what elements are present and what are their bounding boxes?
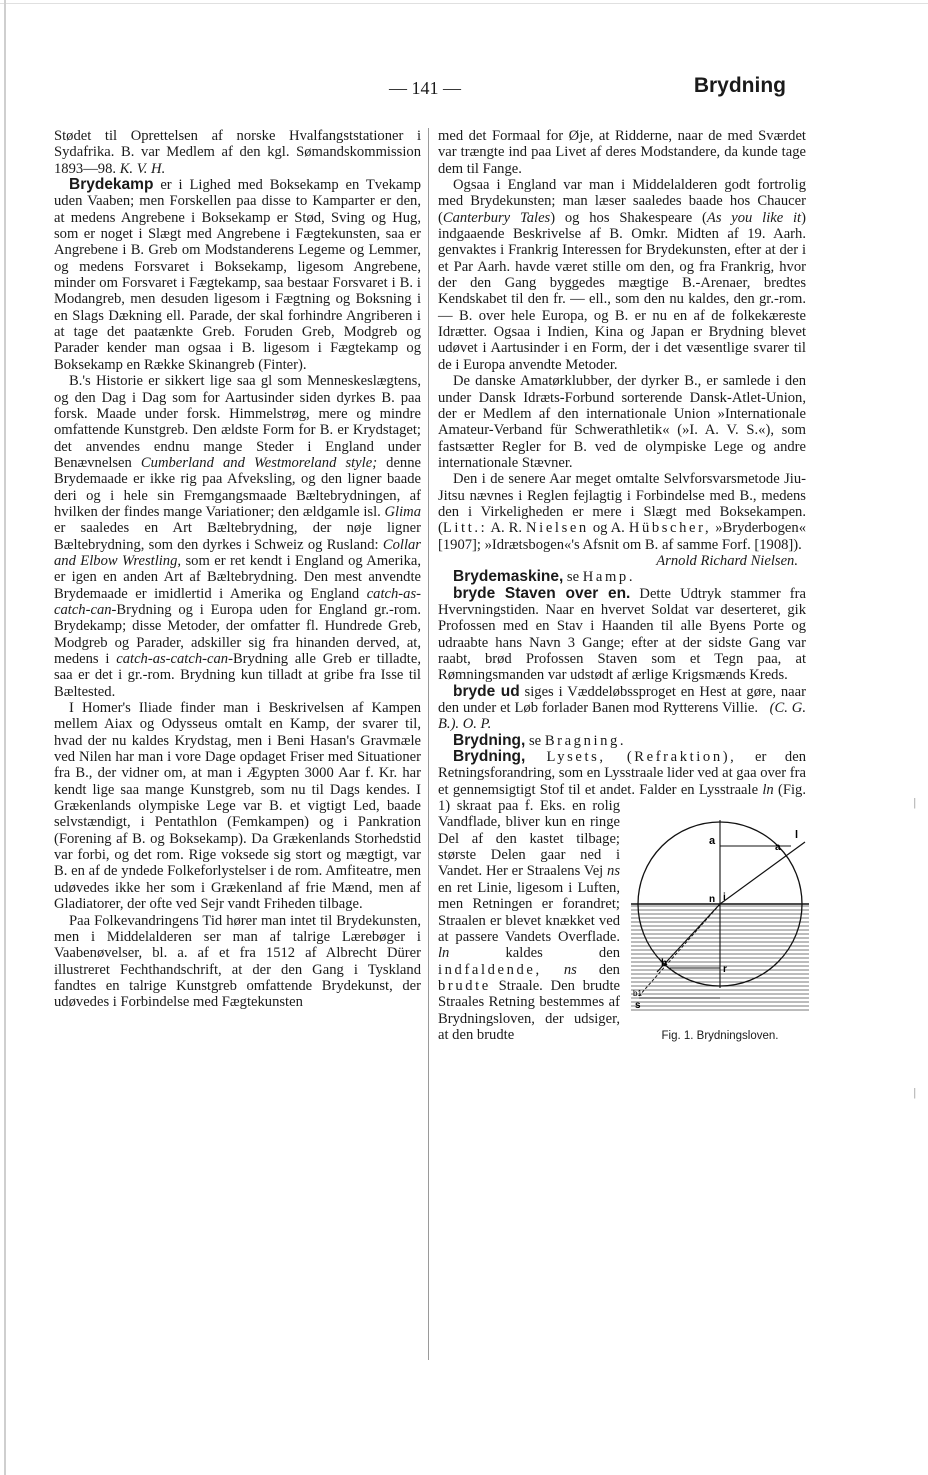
text: Brydning alle Greb er tilladte, saa er det i gr.-rom. Brydning kun tilladt at gribe fra Isse til Bæltested. <box>54 651 421 700</box>
text: Dette Udtryk stammer fra Hvervningstiden. Naar en hvervet Soldat var deserteret, gik Profossen med en Stav i Haanden til alle Byens Porte og udraabte hans Navn 3 Gange; efter at der sidste Gang var raabt, brød Profossen Staven som et Tegn paa, at Rømningsmanden var udstødt af ærlige Krigsmænds Kreds. <box>438 585 806 684</box>
entry-brydemaskine <box>438 569 806 585</box>
paragraph-folkevandring: Paa Folkevandringens Tid hører man intet til Brydekunsten, men i Middelalderen ser man af talrige Lærebøger i Vaabenøvelser, bl. a. af et fra 1512 af Albrecht Dürer illustreret Fechthandschrift, at der den Gang i Tyskland fandtes en talrige Kunstgreb omfattende Brydekunst, der udøvedes i Forbindelse med Fægtekunsten <box>54 912 421 1011</box>
text: kaldes den <box>449 945 620 962</box>
text: A. R. <box>487 520 527 537</box>
italic-text: As you like it <box>706 209 802 226</box>
margin-mark: | <box>913 1085 916 1099</box>
cross-reference: Hamp. <box>582 569 636 586</box>
signature: (C. G. B.). O. P. <box>438 700 806 733</box>
incident-ray <box>720 842 805 904</box>
text: denne Brydemaade er ikke rig paa Afveksling, og den ligner baade deri og i hele sin Fremgangsmaade Bæltebrydningen, af hvilken der findes mange Variationer; den ældgamle isl. <box>54 454 422 520</box>
left-column <box>54 128 421 1011</box>
text: ) indgaaende Beskrivelse af B. Omkr. Midten af 19. Aarh. genvaktes i Frankrig Interessen for Brydekunsten, efter at der i et Par Aarh. havde været stille om den, og fra Frankrig, hvor der den Gang byggedes mægtige B.-Arenaer, bredtes Kendskabet til den fr. — ell., som den nu kaldes, den gr.-rom. — B. over hele Europa, og B. er nu en af de folkekæreste Idrætter. Ogsaa i Indien, Kina og Japan er Brydning blevet udøvet i Aartusinder i en Form, der i det væsentlige svarer til de i Europa anvendte Metoder. <box>438 209 806 373</box>
italic-text: Cumberland and Westmoreland style; <box>140 454 378 471</box>
entry-brydning-1 <box>438 733 806 749</box>
text: Stødet til Oprettelsen af norske Hvalfangststationer i Sydafrika. B. var Medlem af den kgl. Sømandskommission 1893—98. <box>54 128 421 177</box>
label-s: s <box>635 1000 641 1012</box>
text: er saaledes en Art Bæltebrydning, der nøje ligner Bæltebrydning, som den dyrkes i Schweiz og Rusland: <box>54 520 421 553</box>
paragraph-jiujitsu <box>438 471 806 553</box>
paragraph-homer: I Homer's Iliade finder man i Beskrivelsen af Kampen mellem Aiax og Odysseus omtalt en Kamp, der svarer til, hvad der nu kaldes Krydstag, men i Beni Hasan's Gravmæle ved Nilen har man i vore Dage opdaget Friser med Situationer fra B., der vidner om, at man i Ægypten 3000 Aar f. Kr. har kendt lige saa mange Kunstgreb, som nu til Dags kendes. I Grækenlands olympiske Lege var B. et vigtigt Led, baade selvstændigt, i Pentathlon (Femkampen) og i Pankration (Forening af B. og Boksekamp). Da Grækenlands Storhedstid var forbi, og det rom. Rige voksede sig stort og mægtigt, var B. en af de yndede Folkeforlystelser i de rom. Amfiteatre, men udøvedes ikke her som i Grækenland af frie Mænd, men af Gladiatorer, der ofte ved Sejr vandt Friheden tilbage. <box>54 700 421 913</box>
figure-refraction <box>626 800 814 1050</box>
spaced-text: Lysets, (Refraktion), <box>525 749 737 766</box>
text: (Fig. 1) skraat paa f. Eks. en rolig Vandflade, bliver kun en ringe Del af den kastet tilbage; største Delen gaar ned i Vandet. Her er Straalens Vej <box>438 781 807 880</box>
text: Straale. Den brudte Straales Retning bestemmes af Brydningsloven, der udsiger, at den brudte <box>438 977 620 1043</box>
paragraph <box>54 128 421 177</box>
paragraph-dansk: De danske Amatørklubber, der dyrker B., er samlede i den under Dansk Idræts-Forbund sorterende Dansk-Atlet-Union, der er Medlem af den internationale Union »Internationale Amateur-Verband für Schwerathletik« (»I. A. V. S.«), som fastsætter Regler for B. ved de olympiske Lege og andre internationale Stævner. <box>438 373 806 471</box>
right-column <box>438 128 806 1050</box>
margin-mark: | <box>913 795 916 809</box>
headword: Brydning, <box>453 748 526 766</box>
paragraph-england <box>438 177 806 373</box>
headword: bryde Staven over en. <box>453 584 631 602</box>
text: og A. <box>588 520 629 537</box>
text: se <box>563 569 583 586</box>
headword: Brydning, <box>453 731 526 749</box>
paragraph-history <box>54 373 421 700</box>
italic-text: Canterbury Tales <box>442 209 551 226</box>
italic-text: Glima <box>384 503 421 520</box>
headword: Brydekamp <box>69 176 154 194</box>
page-number: — 141 — <box>389 78 461 98</box>
page-header <box>0 70 928 110</box>
figure-caption: Fig. 1. Brydningsloven. <box>661 1030 779 1043</box>
text: Ogsaa i England var man i Middelalderen godt fortrolig med Brydekunsten; man læser saaledes baade hos Chaucer ( <box>438 177 806 226</box>
spaced-text: brudte <box>438 977 491 994</box>
cross-reference: Bragning. <box>544 732 627 749</box>
column-divider <box>428 128 429 1360</box>
signature: K. V. H. <box>119 160 166 177</box>
spaced-text: Litt.: <box>442 520 488 537</box>
page-edge-top <box>0 3 928 4</box>
spaced-text: Nielsen <box>526 520 589 537</box>
label-i: i <box>723 892 726 904</box>
text <box>542 962 564 978</box>
label-b1: b1 <box>633 989 642 999</box>
italic-text: ln <box>762 781 774 798</box>
headword: Brydemaskine, <box>453 568 564 586</box>
italic-text: catch-as-catch-can- <box>54 585 422 618</box>
page-edge-left <box>4 0 6 1475</box>
text: som er ret kendt i England og Amerika, er igen en anden Art af Bæltebrydning. Den mest anvendte Brydemaade er imidlertid i Amerika og England <box>54 552 422 602</box>
italic-text: catch-as-catch-can- <box>116 651 233 667</box>
text: ) og hos Shakespeare ( <box>550 209 707 226</box>
text: den <box>576 961 620 978</box>
signature: Arnold Richard Nielsen. <box>656 552 798 569</box>
entry-brydekamp <box>54 177 421 373</box>
label-r: r <box>723 964 727 976</box>
text: er i Lighed med Boksekamp en Tvekamp uden Vaaben; men Forskellen paa disse to Kamparter er den, at medens Angrebene i Boksekamp er Stød, Sving og Hug, som er noget i Slægt med Angrebene i Fægtekunsten, saa er Angrebene i B. Greb om Modstanderens Legeme og Lemmer, og medens Forsvaret i Boksekamp, ligesom Angrebene, minder om Forsvaret i Fægtekamp, saa bestaar Forsvaret i B. i Modangreb, men desuden ligesom i Fægtning og Boksning i en Slags Dækning ell. Parade, der skal forhindre Angriberen i at tage det paatænkte Greb. Foruden Greb, Modgreb og Parader kender man ogsaa i B. ligesom i Fægtekamp og Boksekamp en Række Skinangreb (Finter). <box>54 177 421 373</box>
italic-text: ns <box>607 863 620 880</box>
spaced-text: indfaldende, <box>438 961 542 978</box>
italic-text: ln <box>438 945 450 962</box>
entry-bryde-staven <box>438 586 806 684</box>
running-head: Brydning <box>693 74 786 97</box>
text: se <box>525 732 545 749</box>
italic-text: Collar and Elbow Wrestling, <box>54 536 421 569</box>
text: er den Retningsforandring, som en Lysstraale lider ved at gaa over fra et gennemsigtigt Stof til et andet. Falder en Lysstraale <box>438 749 806 798</box>
italic-text: ns <box>563 961 577 978</box>
spaced-text: Hübscher, <box>628 520 712 537</box>
label-a: a <box>709 835 716 848</box>
label-a1: a <box>775 842 781 854</box>
refraction-diagram <box>629 800 811 1022</box>
text: »Bryderbogen« [1907]; »Idrætsbogen«'s Afsnit om B. af samme Forf. [1908]). <box>438 520 807 553</box>
text: en ret Linie, ligesom i Luften, men Retningen er forandret; Straalen er blevet knækket ved at passere Vandets Overflade. <box>438 879 620 945</box>
paragraph: med det Formaal for Øje, at Ridderne, naar de med Sværdet var trængte ind paa Livet af deres Modstandere, da kunde tage dem til Fange. <box>438 128 806 177</box>
text: Brydning og i Europa uden for England gr.-rom. Brydekamp; disse Metoder, der omfatter fl. Hundrede Greb, Modgreb og Parader, adskiller sig fra hinanden derved, at, medens i <box>54 601 421 667</box>
label-b: b <box>661 958 668 970</box>
text: B.'s Historie er sikkert lige saa gl som Menneskeslægtens, og den Dag i Dag som for Aartusinder siden dyrkes B. paa forsk. Maade under forsk. Himmelstrøg, mere og mindre omfattende Kunstgreb. Den ældste Form for B. er Krydstaget; det anvendes endnu mange Steder i England under Benævnelsen <box>54 373 421 471</box>
text: siges i Væddeløbssproget en Hest at gøre, naar den under et Løb forlader Banen mod Rytterens Villie. <box>438 683 806 717</box>
text: Den i de senere Aar meget omtalte Selvforsvarsmetode Jiu-Jitsu nævnes i Reglen fejlagtig i Forbindelse med B., medens den i Virkeligheden er mere i Slægt med Boksekampen. ( <box>438 471 806 537</box>
label-l: l <box>795 829 799 842</box>
entry-bryde-ud <box>438 684 806 733</box>
label-n: n <box>709 894 716 906</box>
headword: bryde ud <box>453 682 520 700</box>
entry-brydning-lysets <box>438 749 806 1043</box>
